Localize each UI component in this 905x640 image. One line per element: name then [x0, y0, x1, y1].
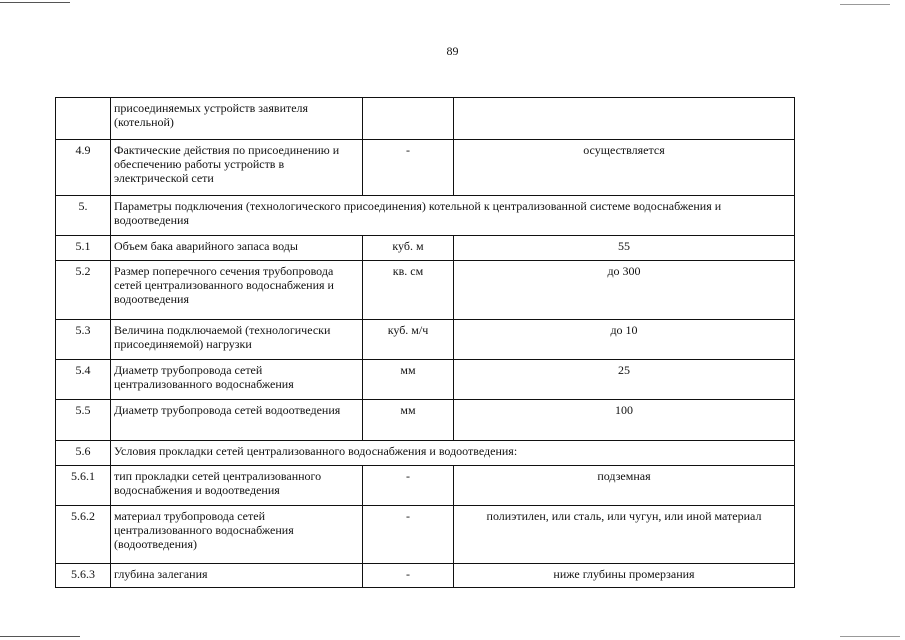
row-number: 5.6.3: [56, 564, 111, 588]
row-unit: -: [363, 466, 454, 506]
row-unit: -: [363, 506, 454, 564]
row-value: 25: [454, 360, 795, 400]
row-description: материал трубопровода сетей централизованного водоснабжения (водоотведения): [111, 506, 363, 564]
row-description: Объем бака аварийного запаса воды: [111, 236, 363, 261]
table-row: [56, 320, 795, 360]
section-heading: Параметры подключения (технологического присоединения) котельной к централизованной системе водоснабжения и водоотведения: [111, 196, 795, 236]
row-number: 5.6.2: [56, 506, 111, 564]
row-value: до 300: [454, 261, 795, 320]
row-unit: куб. м/ч: [363, 320, 454, 360]
row-number: 5.6: [56, 441, 111, 466]
table-row: [56, 236, 795, 261]
row-number: [56, 98, 111, 140]
row-number: 5.: [56, 196, 111, 236]
row-value: [454, 98, 795, 140]
row-unit: куб. м: [363, 236, 454, 261]
section-heading: Условия прокладки сетей централизованного водоснабжения и водоотведения:: [111, 441, 795, 466]
page-number: 89: [446, 44, 459, 58]
row-value: 100: [454, 400, 795, 441]
row-value: осуществляется: [454, 140, 795, 196]
row-description: Фактические действия по присоединению и обеспечению работы устройств в электрической сети: [111, 140, 363, 196]
row-description: Величина подключаемой (технологически присоединяемой) нагрузки: [111, 320, 363, 360]
table-row: [56, 360, 795, 400]
table-row: [56, 400, 795, 441]
row-number: 5.4: [56, 360, 111, 400]
row-unit: мм: [363, 360, 454, 400]
table-row: [56, 506, 795, 564]
row-description: присоединяемых устройств заявителя (котельной): [111, 98, 363, 140]
row-value: ниже глубины промерзания: [454, 564, 795, 588]
scan-mark: [0, 2, 70, 3]
row-unit: [363, 98, 454, 140]
row-number: 5.2: [56, 261, 111, 320]
table-section-row: [56, 441, 795, 466]
row-unit: кв. см: [363, 261, 454, 320]
row-unit: мм: [363, 400, 454, 441]
parameters-table: [55, 97, 795, 588]
table-section-row: [56, 196, 795, 236]
row-description: глубина залегания: [111, 564, 363, 588]
scan-mark: [840, 4, 890, 5]
scan-mark: [840, 636, 900, 637]
table-row: [56, 466, 795, 506]
row-number: 5.1: [56, 236, 111, 261]
row-value: подземная: [454, 466, 795, 506]
row-unit: -: [363, 140, 454, 196]
table-row: [56, 564, 795, 588]
scan-mark: [0, 636, 80, 637]
row-number: 4.9: [56, 140, 111, 196]
row-description: тип прокладки сетей централизованного водоснабжения и водоотведения: [111, 466, 363, 506]
row-description: Диаметр трубопровода сетей водоотведения: [111, 400, 363, 441]
row-value: 55: [454, 236, 795, 261]
row-value: полиэтилен, или сталь, или чугун, или иной материал: [454, 506, 795, 564]
row-value: до 10: [454, 320, 795, 360]
row-description: Диаметр трубопровода сетей централизованного водоснабжения: [111, 360, 363, 400]
table-row: [56, 140, 795, 196]
table-row: [56, 261, 795, 320]
row-unit: -: [363, 564, 454, 588]
row-number: 5.5: [56, 400, 111, 441]
row-number: 5.6.1: [56, 466, 111, 506]
row-number: 5.3: [56, 320, 111, 360]
table-row: [56, 98, 795, 140]
row-description: Размер поперечного сечения трубопровода сетей централизованного водоснабжения и водоотведения: [111, 261, 363, 320]
